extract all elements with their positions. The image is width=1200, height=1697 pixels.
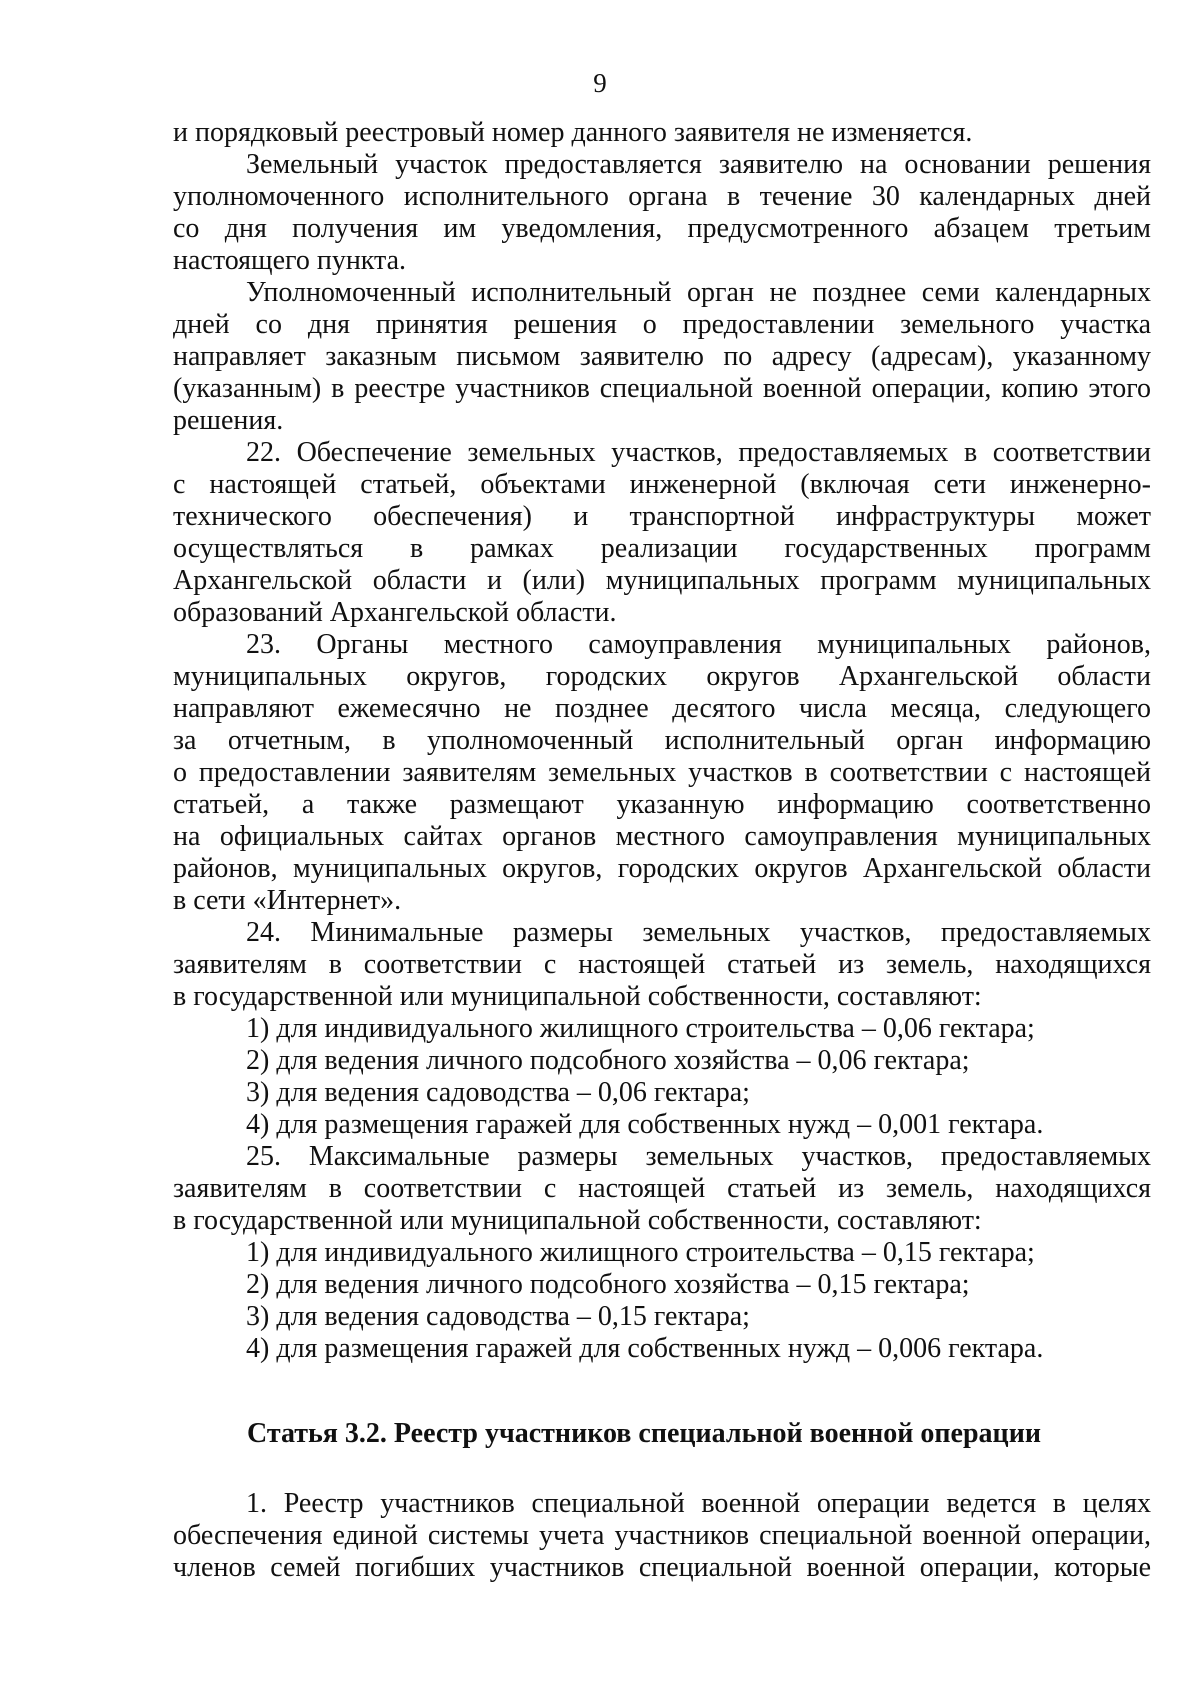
- list-item: 1) для индивидуального жилищного строительства – 0,06 гектара;: [246, 1013, 1035, 1044]
- page-number: 9: [593, 68, 607, 98]
- text-line: 1. Реестр участников специальной военной операции ведется в целях: [246, 1488, 1151, 1519]
- text-line: в государственной или муниципальной собственности, составляют:: [173, 1205, 982, 1236]
- text-line: заявителям в соответствии с настоящей статьей из земель, находящихся: [173, 949, 1151, 980]
- text-line: решения.: [173, 405, 284, 436]
- list-item: 4) для размещения гаражей для собственных нужд – 0,001 гектара.: [246, 1109, 1044, 1140]
- list-item: 3) для ведения садоводства – 0,06 гектара;: [246, 1077, 750, 1108]
- text-line: 23. Органы местного самоуправления муниципальных районов,: [246, 629, 1151, 660]
- text-line: на официальных сайтах органов местного самоуправления муниципальных: [173, 821, 1151, 852]
- text-line: обеспечения единой системы учета участников специальной военной операции,: [173, 1520, 1151, 1551]
- text-line: дней со дня принятия решения о предоставлении земельного участка: [173, 309, 1151, 340]
- text-line: направляет заказным письмом заявителю по адресу (адресам), указанному: [173, 341, 1151, 372]
- list-item: 2) для ведения личного подсобного хозяйства – 0,15 гектара;: [246, 1269, 970, 1300]
- text-line: образований Архангельской области.: [173, 597, 617, 628]
- text-line: членов семей погибших участников специальной военной операции, которые: [173, 1552, 1151, 1583]
- text-line: 24. Минимальные размеры земельных участков, предоставляемых: [246, 917, 1151, 948]
- text-line: статьей, а также размещают указанную информацию соответственно: [173, 789, 1151, 820]
- text-line: в государственной или муниципальной собственности, составляют:: [173, 981, 982, 1012]
- article-heading: Статья 3.2. Реестр участников специальной военной операции: [247, 1418, 1041, 1449]
- text-line: Архангельской области и (или) муниципальных программ муниципальных: [173, 565, 1151, 596]
- text-line: осуществляться в рамках реализации государственных программ: [173, 533, 1151, 564]
- list-item: 3) для ведения садоводства – 0,15 гектара;: [246, 1301, 750, 1332]
- text-line: муниципальных округов, городских округов Архангельской области: [173, 661, 1151, 692]
- text-line: Земельный участок предоставляется заявителю на основании решения: [246, 149, 1151, 180]
- text-line: 22. Обеспечение земельных участков, предоставляемых в соответствии: [246, 437, 1151, 468]
- list-item: 2) для ведения личного подсобного хозяйства – 0,06 гектара;: [246, 1045, 970, 1076]
- text-line: настоящего пункта.: [173, 245, 407, 276]
- text-line: уполномоченного исполнительного органа в течение 30 календарных дней: [173, 181, 1151, 212]
- text-line: технического обеспечения) и транспортной инфраструктуры может: [173, 501, 1151, 532]
- text-line: районов, муниципальных округов, городских округов Архангельской области: [173, 853, 1151, 884]
- list-item: 4) для размещения гаражей для собственных нужд – 0,006 гектара.: [246, 1333, 1044, 1364]
- text-line: 25. Максимальные размеры земельных участков, предоставляемых: [246, 1141, 1151, 1172]
- text-line: (указанным) в реестре участников специальной военной операции, копию этого: [173, 373, 1151, 404]
- text-line: и порядковый реестровый номер данного заявителя не изменяется.: [173, 117, 973, 148]
- text-line: о предоставлении заявителям земельных участков в соответствии с настоящей: [173, 757, 1151, 788]
- text-line: со дня получения им уведомления, предусмотренного абзацем третьим: [173, 213, 1151, 244]
- text-line: с настоящей статьей, объектами инженерной (включая сети инженерно-: [173, 469, 1151, 500]
- list-item: 1) для индивидуального жилищного строительства – 0,15 гектара;: [246, 1237, 1035, 1268]
- text-line: в сети «Интернет».: [173, 885, 402, 916]
- text-line: направляют ежемесячно не позднее десятого числа месяца, следующего: [173, 693, 1151, 724]
- text-line: заявителям в соответствии с настоящей статьей из земель, находящихся: [173, 1173, 1151, 1204]
- text-line: Уполномоченный исполнительный орган не позднее семи календарных: [246, 277, 1151, 308]
- text-line: за отчетным, в уполномоченный исполнительный орган информацию: [173, 725, 1151, 756]
